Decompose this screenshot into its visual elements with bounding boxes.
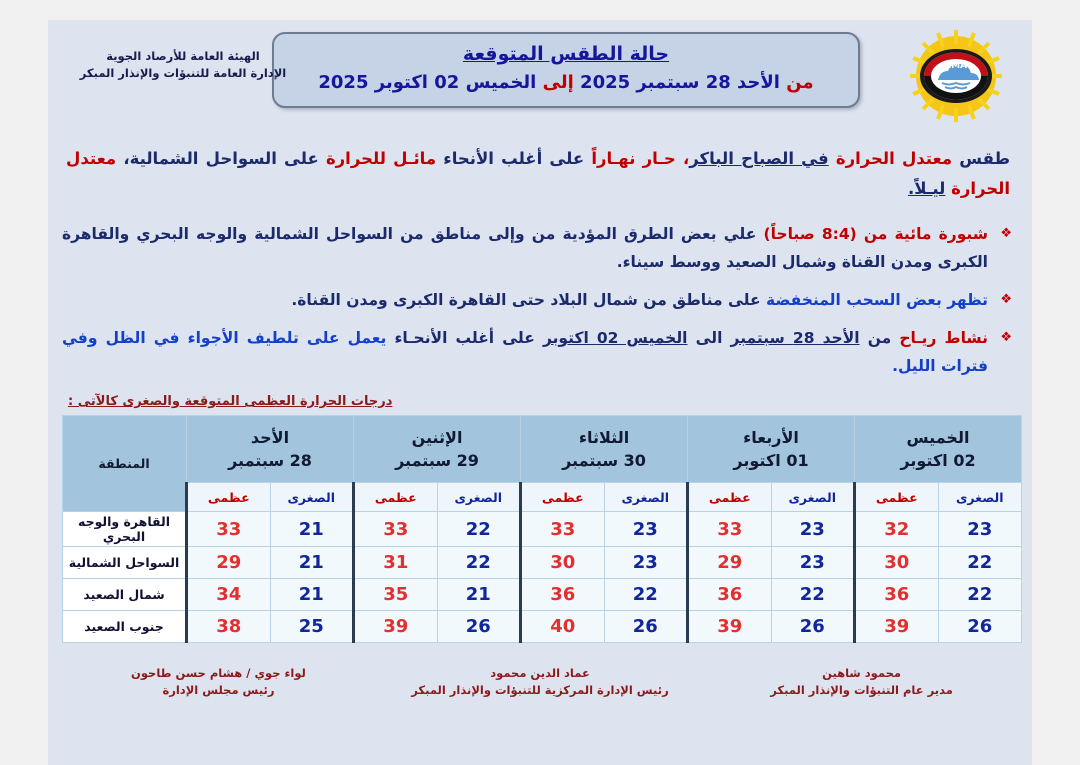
- day-date: 02 اكتوبر: [900, 451, 976, 470]
- max-value: 40: [521, 611, 605, 643]
- forecast-title-banner: [272, 32, 860, 108]
- table-row: [63, 512, 1022, 547]
- temperature-table-caption: درجات الحرارة العظمى المتوقعة والصغرى كالآتى :: [68, 394, 393, 409]
- max-value: 33: [187, 512, 271, 547]
- date-range-end: الخميس 02 اكتوبر 2025: [318, 72, 537, 93]
- forecast-date-range: [274, 69, 858, 97]
- intro-seg-8: معتدل الحرارة: [66, 149, 1010, 198]
- signatory-title: مدير عام التنبؤات والإنذار المبكر: [770, 683, 953, 697]
- clouds-highlight: تظهر بعض السحب المنخفضة: [765, 291, 988, 309]
- date-range-start: الأحد 28 سبتمبر 2025: [580, 72, 780, 93]
- min-value: 22: [938, 547, 1022, 579]
- day-name: الخميس: [906, 428, 970, 447]
- day-name: الأحد: [250, 428, 290, 447]
- max-value: 31: [354, 547, 438, 579]
- day-name: الثلاثاء: [578, 428, 630, 447]
- min-value: 22: [771, 579, 855, 611]
- wind-mid-3: على أغلب الأنحـاء: [394, 329, 535, 347]
- wind-highlight: نشاط ريـاح: [899, 329, 988, 347]
- intro-seg-1: طقس: [959, 149, 1011, 168]
- intro-seg-9: ليـلاً.: [907, 179, 946, 198]
- max-label-0: عظمى: [855, 483, 939, 512]
- max-value: 39: [354, 611, 438, 643]
- diamond-bullet-icon: ❖: [1000, 226, 1012, 241]
- date-range-to: إلى: [542, 72, 574, 93]
- table-row: [63, 611, 1022, 643]
- intro-seg-2: معتدل الحرارة: [835, 149, 953, 168]
- min-value: 22: [604, 579, 688, 611]
- max-value: 36: [855, 579, 939, 611]
- max-value: 30: [521, 547, 605, 579]
- region-name: السواحل الشمالية: [63, 547, 187, 579]
- signatory-name: محمود شاهين: [822, 666, 901, 680]
- page-title: حالة الطقس المتوقعة: [462, 43, 670, 65]
- min-value: 23: [604, 512, 688, 547]
- wind-tail-2: في الظل وفي فترات الليل.: [62, 329, 988, 375]
- max-value: 29: [187, 547, 271, 579]
- max-value: 39: [688, 611, 772, 643]
- signature-block-2: [396, 665, 685, 699]
- wind-mid-2: الى: [695, 329, 723, 347]
- table-head-days: [63, 416, 1022, 483]
- min-value: 21: [270, 512, 354, 547]
- min-value: 25: [270, 611, 354, 643]
- clouds-description: على مناطق من شمال البلاد حتى القاهرة الكبرى ومدن القناة.: [291, 291, 761, 309]
- max-value: 33: [354, 512, 438, 547]
- max-value: 39: [855, 611, 939, 643]
- mist-highlight: شبورة مائية من (8:4 صباحاً): [763, 225, 988, 243]
- temperature-table-wrapper: [48, 415, 1032, 643]
- temperature-table: [62, 415, 1022, 643]
- min-label-4: الصغرى: [270, 483, 354, 512]
- max-value: 33: [688, 512, 772, 547]
- max-value: 29: [688, 547, 772, 579]
- max-value: 34: [187, 579, 271, 611]
- day-name: الأربعاء: [743, 428, 799, 447]
- min-value: 26: [771, 611, 855, 643]
- min-value: 22: [938, 579, 1022, 611]
- mist-description: علي بعض الطرق المؤدية من وإلى مناطق من السواحل الشمالية والوجه البحري والقاهرة الكبرى ومدن القناة وشمال الصعيد ووسط سيناء.: [62, 225, 988, 271]
- day-date: 28 سبتمبر: [228, 451, 312, 470]
- intro-seg-3: في الصباح الباكر: [689, 149, 829, 168]
- signatory-title: رئيس الإدارة المركزية للتنبؤات والإنذار المبكر: [411, 683, 669, 697]
- max-label-4: عظمى: [187, 483, 271, 512]
- intro-paragraph: [66, 144, 1010, 204]
- min-value: 26: [437, 611, 521, 643]
- min-label-0: الصغرى: [938, 483, 1022, 512]
- wind-tail-1: يعمل على تلطيف الأجواء: [187, 329, 387, 347]
- signatory-name: لواء جوي / هشام حسن طاحون: [131, 666, 306, 680]
- intro-seg-4: ، حـار نهـاراً: [591, 149, 690, 168]
- logo-acronym: EMA: [944, 61, 968, 71]
- day-header-2: [521, 416, 688, 483]
- min-value: 23: [938, 512, 1022, 547]
- day-header-0: [855, 416, 1022, 483]
- min-value: 23: [604, 547, 688, 579]
- day-date: 01 اكتوبر: [733, 451, 809, 470]
- bullet-item-wind: [62, 324, 1014, 380]
- min-value: 23: [771, 512, 855, 547]
- region-name: شمال الصعيد: [63, 579, 187, 611]
- max-label-1: عظمى: [688, 483, 772, 512]
- max-label-3: عظمى: [354, 483, 438, 512]
- min-label-1: الصغرى: [771, 483, 855, 512]
- min-label-2: الصغرى: [604, 483, 688, 512]
- max-value: 32: [855, 512, 939, 547]
- document-header: [48, 20, 1032, 130]
- ema-logo: [902, 28, 1010, 124]
- signatory-name: عماد الدين محمود: [490, 666, 590, 680]
- day-header-1: [688, 416, 855, 483]
- min-value: 22: [437, 512, 521, 547]
- max-value: 36: [521, 579, 605, 611]
- signature-block-3: [74, 665, 363, 699]
- forecast-bullet-list: [62, 220, 1014, 380]
- organization-name: [60, 48, 306, 82]
- min-value: 26: [604, 611, 688, 643]
- table-row: [63, 547, 1022, 579]
- bullet-item-mist: [62, 220, 1014, 276]
- signatory-title: رئيس مجلس الإدارة: [162, 683, 275, 697]
- min-value: 22: [437, 547, 521, 579]
- weather-forecast-document: [48, 20, 1032, 765]
- day-name: الإثنين: [411, 428, 463, 447]
- min-value: 21: [437, 579, 521, 611]
- min-label-3: الصغرى: [437, 483, 521, 512]
- org-line-2: الإدارة العامة للتنبؤات والإنذار المبكر: [79, 66, 287, 80]
- org-line-1: الهيئة العامة للأرصاد الجوية: [106, 49, 260, 63]
- date-range-prefix: من: [786, 72, 814, 93]
- signature-block-1: [717, 665, 1006, 699]
- max-value: 35: [354, 579, 438, 611]
- day-date: 30 سبتمبر: [562, 451, 646, 470]
- min-value: 26: [938, 611, 1022, 643]
- intro-seg-5: على أغلب الأنحاء: [443, 149, 585, 168]
- max-value: 38: [187, 611, 271, 643]
- intro-seg-6: مائـل للحرارة: [325, 149, 437, 168]
- wind-mid-1: من: [867, 329, 892, 347]
- min-value: 21: [270, 579, 354, 611]
- min-value: 23: [771, 547, 855, 579]
- table-head-minmax: [63, 483, 1022, 512]
- max-value: 36: [688, 579, 772, 611]
- max-value: 30: [855, 547, 939, 579]
- day-header-3: [354, 416, 521, 483]
- diamond-bullet-icon: ❖: [1000, 292, 1012, 307]
- wind-start-date: الأحد 28 سبتمبر: [730, 329, 860, 347]
- region-name: جنوب الصعيد: [63, 611, 187, 643]
- max-label-2: عظمى: [521, 483, 605, 512]
- intro-seg-7: على السواحل الشمالية،: [123, 149, 319, 168]
- sun-emblem-icon: [902, 28, 1010, 124]
- forecast-body: [48, 144, 1032, 409]
- table-row: [63, 579, 1022, 611]
- document-footer: [48, 643, 1032, 699]
- max-value: 33: [521, 512, 605, 547]
- day-date: 29 سبتمبر: [395, 451, 479, 470]
- day-header-4: [187, 416, 354, 483]
- bullet-item-clouds: [62, 286, 1014, 314]
- wind-end-date: الخميس 02 اكتوبر: [542, 329, 688, 347]
- region-column-header: المنطقة: [63, 416, 187, 512]
- min-value: 21: [270, 547, 354, 579]
- diamond-bullet-icon: ❖: [1000, 330, 1012, 345]
- region-name: القاهرة والوجه البحري: [63, 512, 187, 547]
